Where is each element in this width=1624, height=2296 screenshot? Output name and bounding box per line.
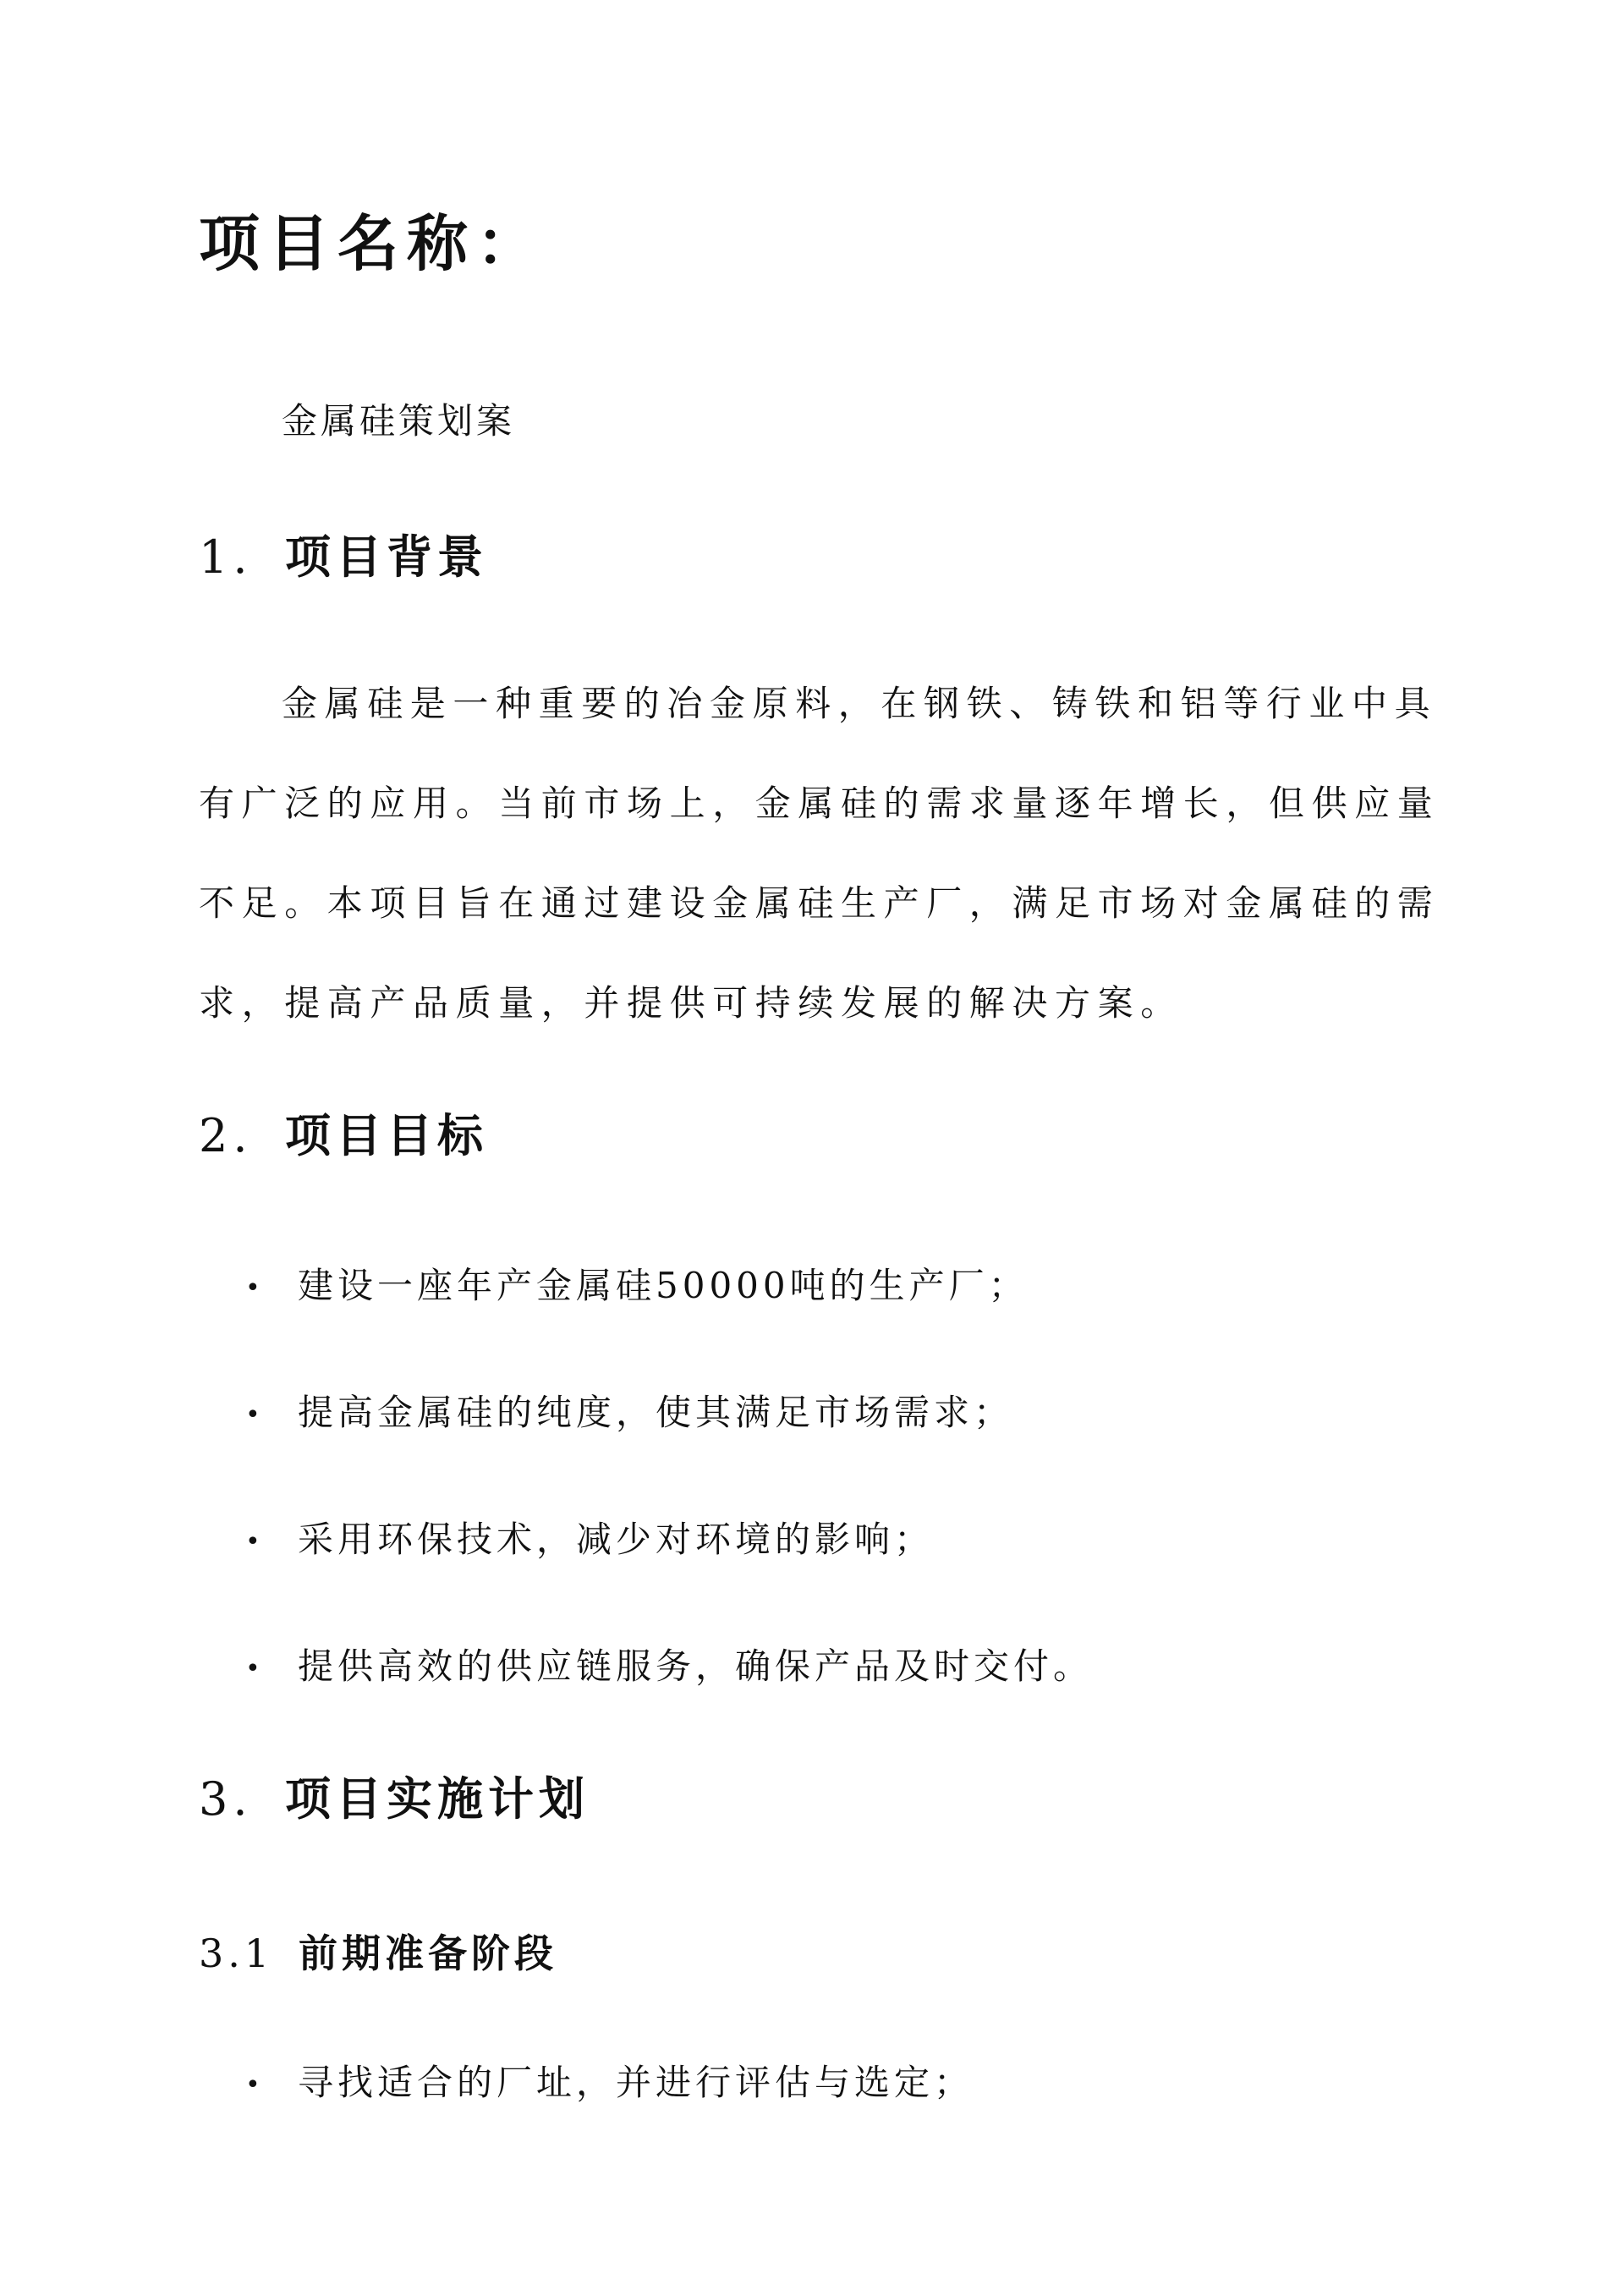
section-number: 3.: [199, 1772, 253, 1826]
bullet-text: 采用环保技术，减少对环境的影响；: [298, 1519, 935, 1560]
bullet-dot-icon: •: [245, 1273, 261, 1303]
section-heading-background: [199, 523, 488, 591]
section-title: 项目目标: [285, 1108, 488, 1162]
bullet-item: [245, 1261, 1029, 1314]
section-number: 1.: [199, 530, 253, 584]
section-heading-plan: [199, 1765, 590, 1833]
bullet-dot-icon: •: [245, 1400, 261, 1430]
paragraph-line: 不足。本项目旨在通过建设金属硅生产厂，满足市场对金属硅的需: [199, 882, 1440, 924]
section-number: 2.: [199, 1109, 253, 1162]
paragraph-line: 金属硅是一种重要的冶金原料，在钢铁、铸铁和铝等行业中具: [282, 683, 1438, 724]
project-name: 金属硅策划案: [282, 400, 516, 442]
bullet-item: [245, 1387, 1013, 1441]
bullet-dot-icon: •: [245, 2070, 261, 2100]
section-heading-goals: [199, 1101, 488, 1170]
section-title: 项目实施计划: [285, 1771, 590, 1826]
bullet-text: 提高金属硅的纯度，使其满足市场需求；: [298, 1392, 1014, 1433]
subsection-number: 3.1: [199, 1931, 274, 1976]
bullet-dot-icon: •: [245, 1527, 261, 1557]
paragraph-line: 求，提高产品质量，并提供可持续发展的解决方案。: [199, 982, 1183, 1024]
bullet-text: 提供高效的供应链服务，确保产品及时交付。: [298, 1645, 1094, 1687]
bullet-item: [245, 2057, 974, 2111]
subsection-heading: [199, 1924, 557, 1983]
document-title: 项目名称：: [199, 207, 546, 279]
bullet-item: [245, 1514, 934, 1568]
bullet-text: 寻找适合的厂址，并进行评估与选定；: [298, 2062, 974, 2103]
bullet-item: [245, 1641, 1093, 1695]
bullet-dot-icon: •: [245, 1654, 261, 1684]
paragraph-line: 有广泛的应用。当前市场上，金属硅的需求量逐年增长，但供应量: [199, 783, 1440, 824]
subsection-title: 前期准备阶段: [299, 1931, 557, 1976]
bullet-text: 建设一座年产金属硅50000吨的生产厂；: [298, 1265, 1029, 1306]
section-title: 项目背景: [285, 530, 488, 584]
